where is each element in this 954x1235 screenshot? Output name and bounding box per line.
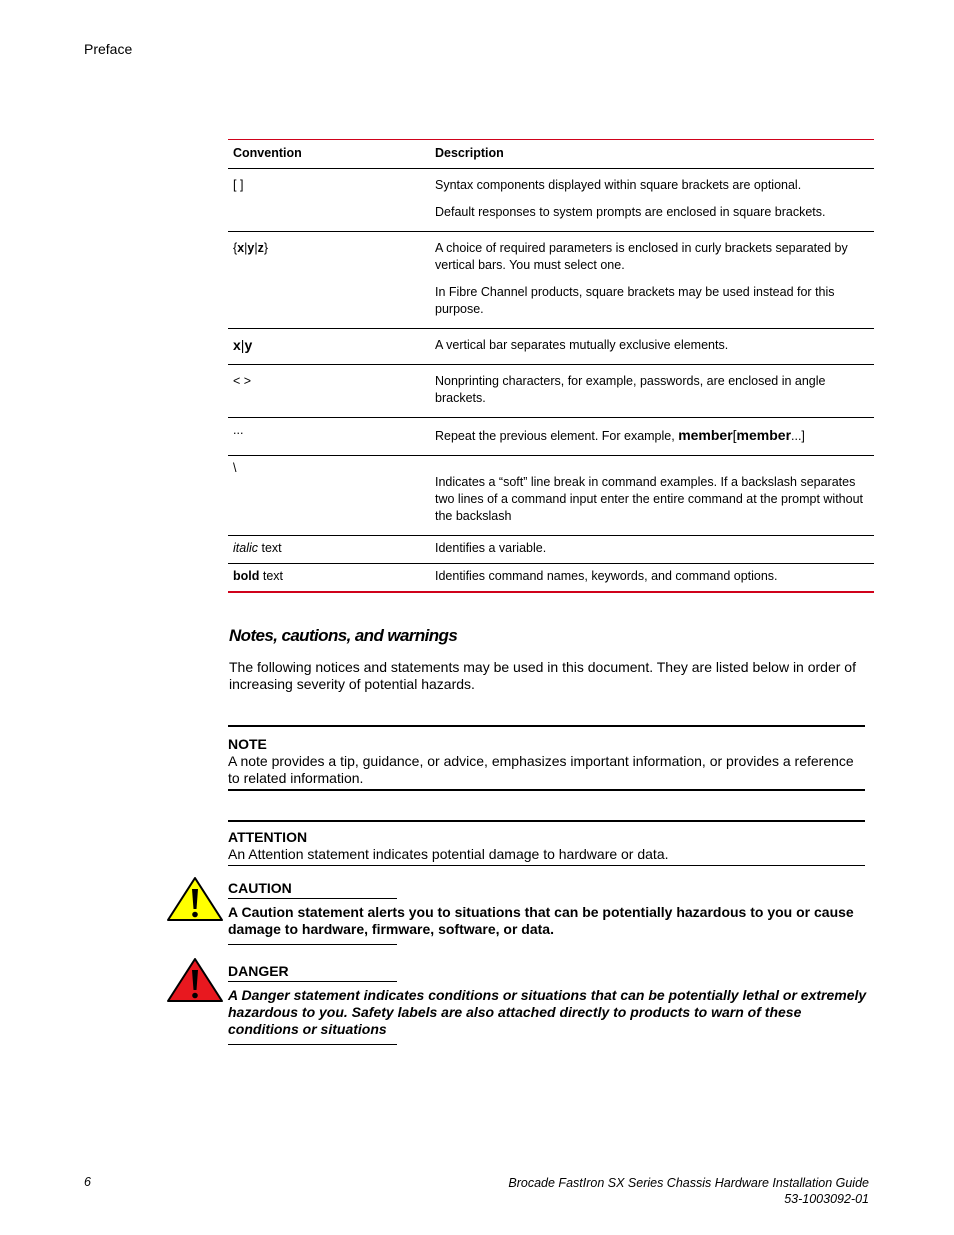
table-row <box>228 536 874 564</box>
column-header-convention: Convention <box>228 140 430 169</box>
description-cell <box>430 418 874 456</box>
note-text: A note provides a tip, guidance, or advice, emphasizes important information, or provides a reference to related information. <box>228 753 854 786</box>
caution-notice <box>228 880 868 945</box>
document-title: Brocade FastIron SX Series Chassis Hardware Installation Guide <box>508 1176 869 1190</box>
convention-italic: italic <box>233 541 259 555</box>
description-text: A choice of required parameters is enclosed in curly brackets separated by vertical bars. You must select one. <box>435 241 848 272</box>
danger-rule <box>228 1044 397 1045</box>
description-text: [ <box>732 427 737 443</box>
convention-cell: \ <box>228 456 430 536</box>
column-header-description: Description <box>430 140 874 169</box>
intro-paragraph: The following notices and statements may be used in this document. They are listed below in order of increasing severity of potential hazards. <box>229 659 856 692</box>
danger-notice <box>228 963 868 1045</box>
convention-text: | <box>254 241 258 255</box>
table-row <box>228 418 874 456</box>
convention-bold: x <box>237 241 245 255</box>
convention-cell: ... <box>228 418 430 456</box>
convention-text: | <box>244 241 248 255</box>
convention-text: { <box>233 241 238 255</box>
attention-text: An Attention statement indicates potential damage to hardware or data. <box>228 846 669 862</box>
attention-label: ATTENTION <box>228 829 308 845</box>
caution-text: A Caution statement alerts you to situations that can be potentially hazardous to you or cause damage to hardware, firmware, software, or data. <box>228 904 854 937</box>
convention-cell <box>228 329 430 365</box>
caution-label: CAUTION <box>228 880 397 899</box>
convention-bold: y <box>244 337 253 353</box>
document-number: 53-1003092-01 <box>784 1192 869 1206</box>
danger-text: A Danger statement indicates conditions or situations that can be potentially lethal or extremely hazardous to you. Safety labels are also attached directly to products to warn of these conditions or situations <box>228 987 867 1037</box>
description-cell: Indicates a “soft” line break in command examples. If a backslash separates two lines of a command input enter the entire command at the prompt without the backslash <box>430 456 874 536</box>
description-cell: Nonprinting characters, for example, passwords, are enclosed in angle brackets. <box>430 365 874 418</box>
danger-label: DANGER <box>228 963 397 982</box>
table-row <box>228 564 874 593</box>
page-number: 6 <box>84 1175 91 1189</box>
description-text: Repeat the previous element. For example, <box>435 429 679 443</box>
section-heading: Notes, cautions, and warnings <box>229 626 458 645</box>
description-bold: member <box>736 427 792 443</box>
description-cell: A vertical bar separates mutually exclusive elements. <box>430 329 874 365</box>
table-header-row <box>228 140 874 169</box>
description-cell <box>430 169 874 232</box>
convention-cell: < > <box>228 365 430 418</box>
convention-bold: x <box>233 337 241 353</box>
danger-triangle-icon <box>166 957 224 1003</box>
conventions-table <box>228 139 874 593</box>
table-row <box>228 232 874 329</box>
table-row <box>228 365 874 418</box>
convention-cell <box>228 564 430 593</box>
attention-notice <box>228 820 865 866</box>
description-cell <box>430 232 874 329</box>
description-text: Syntax components displayed within square brackets are optional. <box>435 178 802 192</box>
convention-cell: [ ] <box>228 169 430 232</box>
caution-rule <box>228 944 397 945</box>
note-notice <box>228 725 865 791</box>
convention-bold: z <box>257 241 264 255</box>
convention-text: | <box>240 337 245 353</box>
convention-text: text <box>259 569 284 583</box>
description-cell: Identifies a variable. <box>430 536 874 564</box>
convention-bold: y <box>247 241 255 255</box>
running-header: Preface <box>84 41 133 57</box>
table-row <box>228 456 874 536</box>
caution-triangle-icon <box>166 876 224 922</box>
convention-bold: bold <box>233 569 260 583</box>
document-footer <box>508 1175 869 1207</box>
description-text: Default responses to system prompts are enclosed in square brackets. <box>435 205 826 219</box>
convention-text: } <box>263 241 269 255</box>
description-text: ...] <box>791 429 805 443</box>
description-cell: Identifies command names, keywords, and command options. <box>430 564 874 593</box>
description-text: In Fibre Channel products, square brackets may be used instead for this purpose. <box>435 285 835 316</box>
convention-text: text <box>258 541 282 555</box>
table-row <box>228 329 874 365</box>
description-bold: member <box>678 427 733 443</box>
note-label: NOTE <box>228 736 267 752</box>
convention-cell <box>228 536 430 564</box>
table-row <box>228 169 874 232</box>
convention-cell <box>228 232 430 329</box>
